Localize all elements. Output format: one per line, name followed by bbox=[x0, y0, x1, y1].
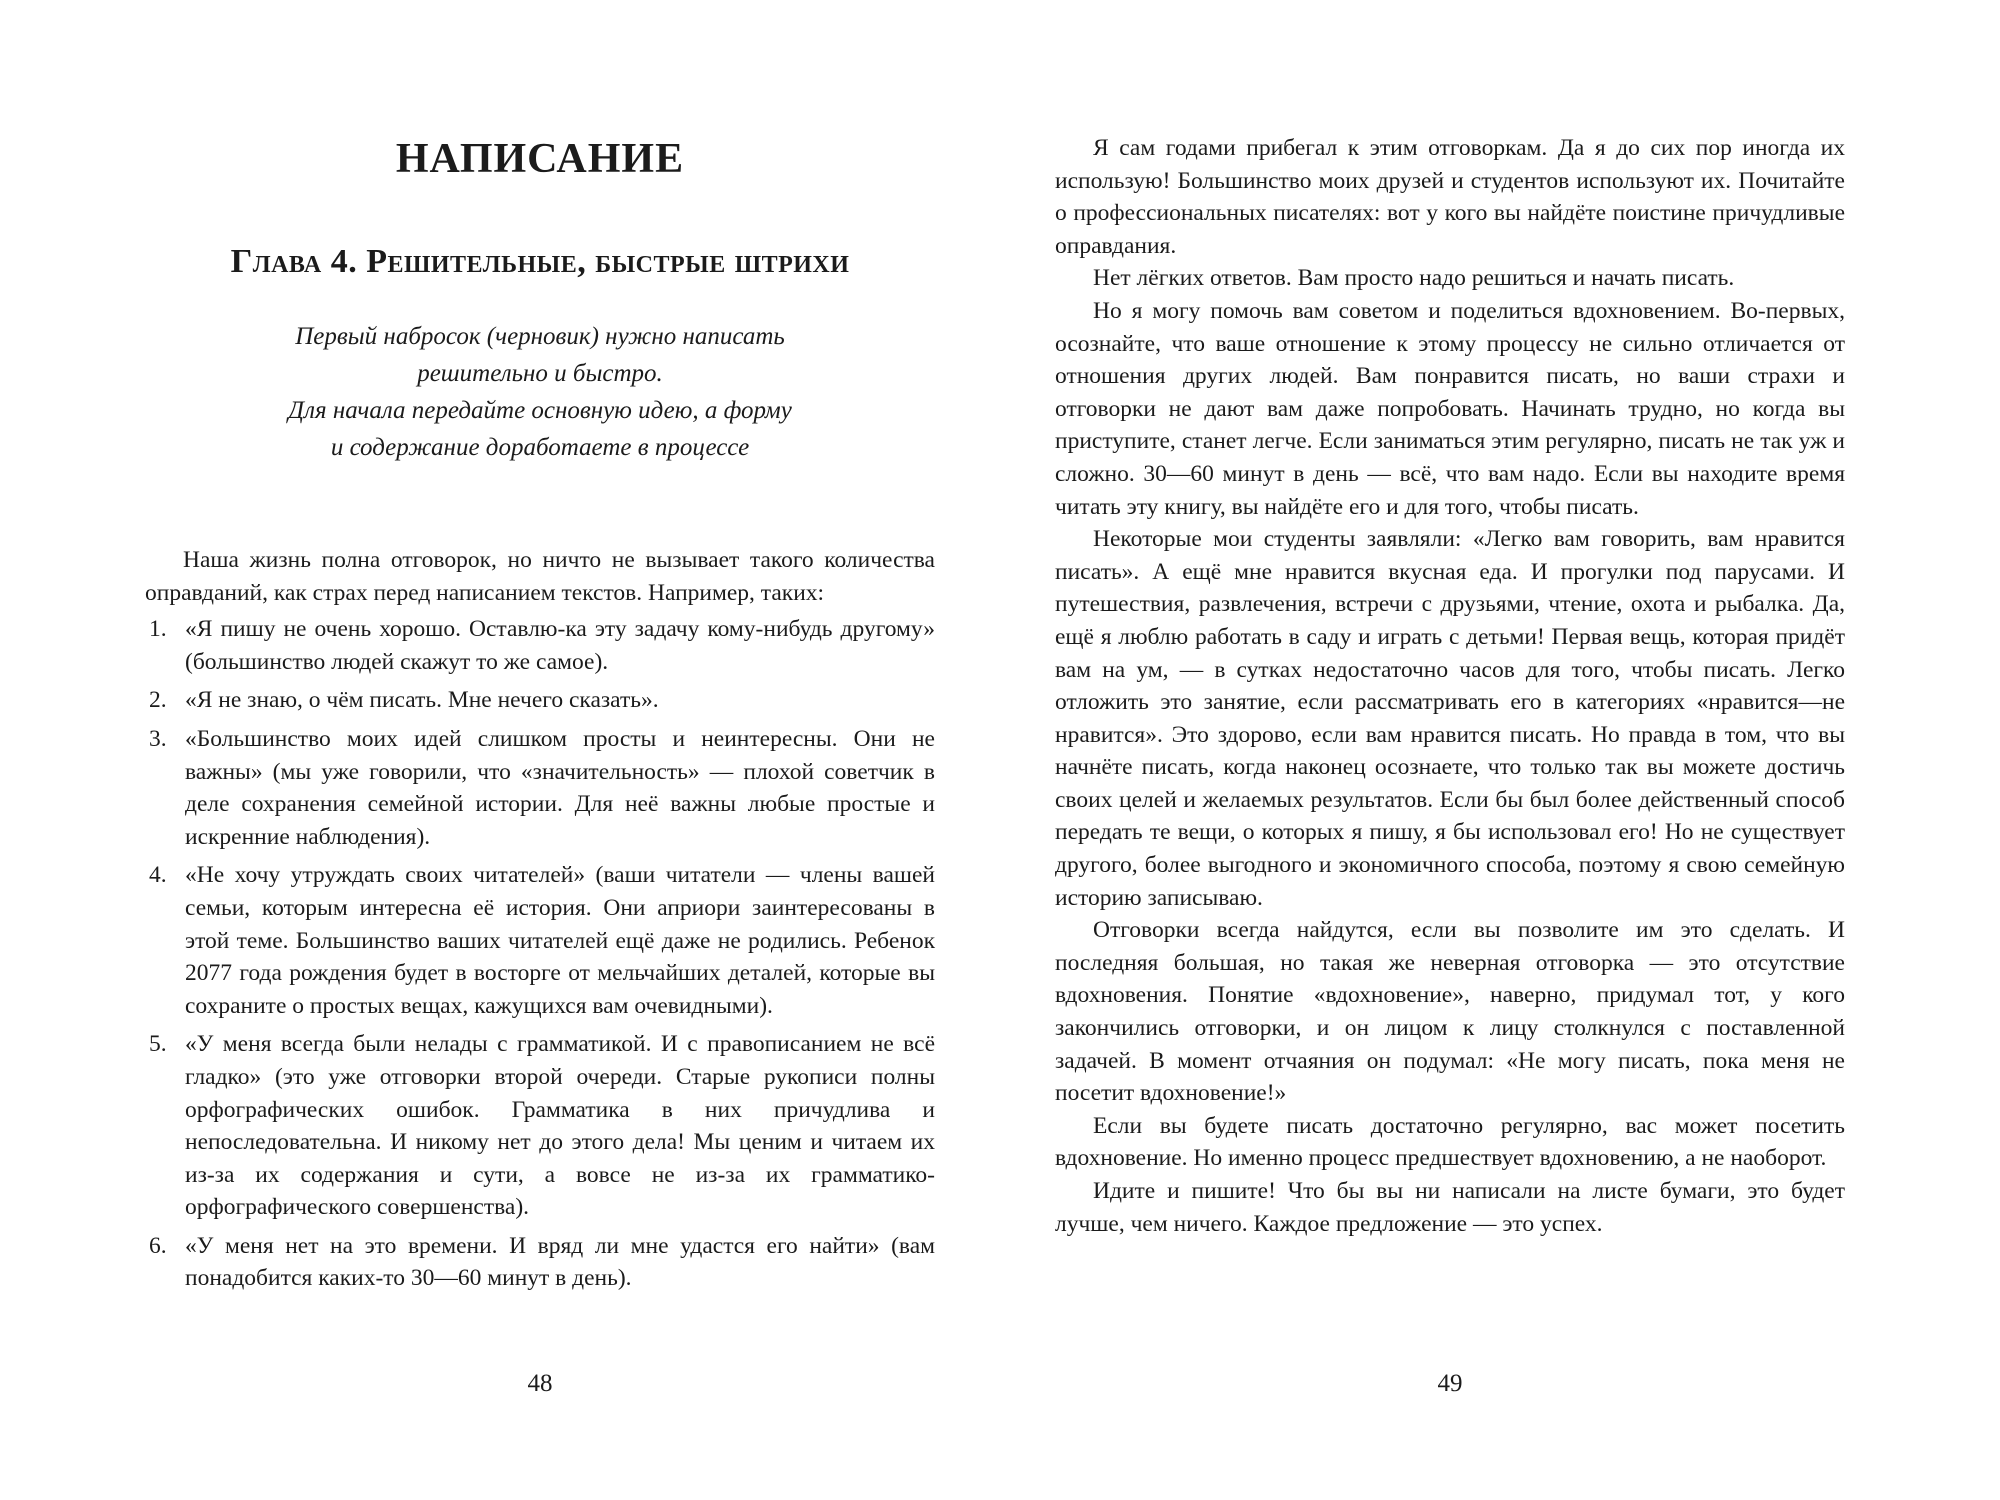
list-text: «У меня всегда были нелады с грамматикой. И с правописанием не всё гладко» (это уже отговорки второй очереди. Старые рукописи полны орфографических ошибок. Грамматика в них причудлива и непоследовательна. И никому нет до этого дела! Мы ценим и читаем их из-за их содержания и сути, а вовсе не из-за их грамматико-орфографического совершенства). bbox=[185, 1031, 935, 1221]
epigraph-line: Первый набросок (черновик) нужно написать bbox=[295, 323, 785, 350]
list-number: 1. bbox=[149, 616, 167, 643]
epigraph-line: решительно и быстро. bbox=[417, 360, 663, 387]
epigraph-line: и содержание доработаете в процессе bbox=[330, 434, 750, 461]
list-item bbox=[145, 723, 935, 853]
list-text: «Я пишу не очень хорошо. Оставлю-ка эту задачу кому-нибудь другому» (большинство людей скажут то же самое). bbox=[185, 616, 935, 675]
list-number: 3. bbox=[149, 725, 167, 752]
list-text: «Не хочу утруждать своих читателей» (ваши читатели — члены вашей семьи, которым интересна её история. Они априори заинтересованы в этой теме. Большинство ваших читателей ещё даже не родились. Ребенок 2077 года рождения будет в восторге от мельчайших деталей, которые вы сохраните о простых вещах, кажущихся вам очевидными). bbox=[185, 862, 935, 1019]
list-number: 6. bbox=[149, 1232, 167, 1259]
section-title: НАПИСАНИЕ bbox=[395, 136, 685, 182]
list-number: 2. bbox=[149, 687, 167, 714]
list-text: «У меня нет на это времени. И вряд ли мне удастся его найти» (вам понадобится каких-то 30—60 минут в день). bbox=[185, 1232, 935, 1292]
paragraph: Я сам годами прибегал к этим отговоркам. Да я до сих пор иногда их использую! Большинство моих друзей и студентов используют их. Почитайте о профессиональных писателях: вот у кого вы найдёте поистине причудливые оправдания. bbox=[1055, 135, 1845, 259]
list-item bbox=[145, 859, 935, 1022]
paragraph: Если вы будете писать достаточно регулярно, вас может посетить вдохновение. Но именно процесс предшествует вдохновению, а не наоборот. bbox=[1055, 1112, 1845, 1172]
chapter-title: Глава 4. Решительные, быстрые штрихи bbox=[230, 243, 850, 280]
list-item bbox=[145, 1028, 935, 1224]
epigraph bbox=[215, 318, 865, 466]
paragraph: Нет лёгких ответов. Вам просто надо решиться и начать писать. bbox=[1093, 265, 1735, 292]
excuses-list bbox=[145, 613, 935, 1295]
list-text: «Я не знаю, о чём писать. Мне нечего сказать». bbox=[185, 687, 659, 714]
list-number: 4. bbox=[149, 862, 167, 889]
paragraph: Отговорки всегда найдутся, если вы позволите им это сделать. И последняя большая, но такая же неверная отговорка — это отсутствие вдохновения. Понятие «вдохновение», наверно, придумал тот, у кого закончились отговорки, и он лицом к лицу столкнулся с поставленной задачей. В момент отчаяния он подумал: «Не могу писать, пока меня не посетит вдохновение!» bbox=[1055, 917, 1845, 1107]
right-page bbox=[1055, 0, 1845, 1500]
right-body-text bbox=[1055, 132, 1845, 1240]
list-text: «Большинство моих идей слишком просты и неинтересны. Они не важны» (мы уже говорили, что «значительность» — плохой советчик в деле сохранения семейной истории. Для неё важны любые простые и искренние наблюдения). bbox=[185, 725, 935, 850]
paragraph: Идите и пишите! Что бы вы ни написали на листе бумаги, это будет лучше, чем ничего. Каждое предложение — это успех. bbox=[1055, 1178, 1845, 1237]
epigraph-line: Для начала передайте основную идею, а форму bbox=[288, 397, 792, 424]
list-number: 5. bbox=[149, 1031, 167, 1058]
page-number-left: 48 bbox=[527, 1370, 553, 1397]
paragraph: Но я могу помочь вам советом и поделиться вдохновением. Во-первых, осознайте, что ваше отношение к этому процессу не сильно отличается от отношения других людей. Вам понравится писать, но ваши страхи и отговорки не дают вам даже попробовать. Начинать трудно, но когда вы приступите, станет легче. Если заниматься этим регулярно, писать не так уж и сложно. 30—60 минут в день — всё, что вам надо. Если вы находите время читать эту книгу, вы найдёте его и для того, чтобы писать. bbox=[1055, 297, 1845, 520]
list-item bbox=[145, 1230, 935, 1295]
list-item bbox=[145, 613, 935, 678]
list-item bbox=[145, 684, 935, 717]
left-body-text bbox=[145, 544, 935, 1301]
intro-paragraph: Наша жизнь полна отговорок, но ничто не вызывает такого количества оправданий, как страх перед написанием текстов. Например, таких: bbox=[145, 547, 935, 606]
left-page bbox=[145, 0, 935, 1500]
page-number-right: 49 bbox=[1437, 1370, 1463, 1397]
paragraph: Некоторые мои студенты заявляли: «Легко вам говорить, вам нравится писать». А ещё мне нравится вкусная еда. И прогулки под парусами. И путешествия, развлечения, встречи с друзьями, чтение, охота и рыбалка. Да, ещё я люблю работать в саду и играть с детьми! Первая вещь, которая придёт вам на ум, — в сутках недостаточно часов для того, чтобы писать. Легко отложить это занятие, если рассматривать его в категориях «нравится—не нравится». Это здорово, если вам нравится писать. Но правда в том, что вы начнёте писать, когда наконец осознаете, что только так вы можете достичь своих целей и желаемых результатов. Если бы был более действенный способ передать те вещи, о которых я пишу, я бы использовал его! Но не существует другого, более выгодного и экономичного способа, поэтому я свою семейную историю записываю. bbox=[1055, 526, 1845, 911]
